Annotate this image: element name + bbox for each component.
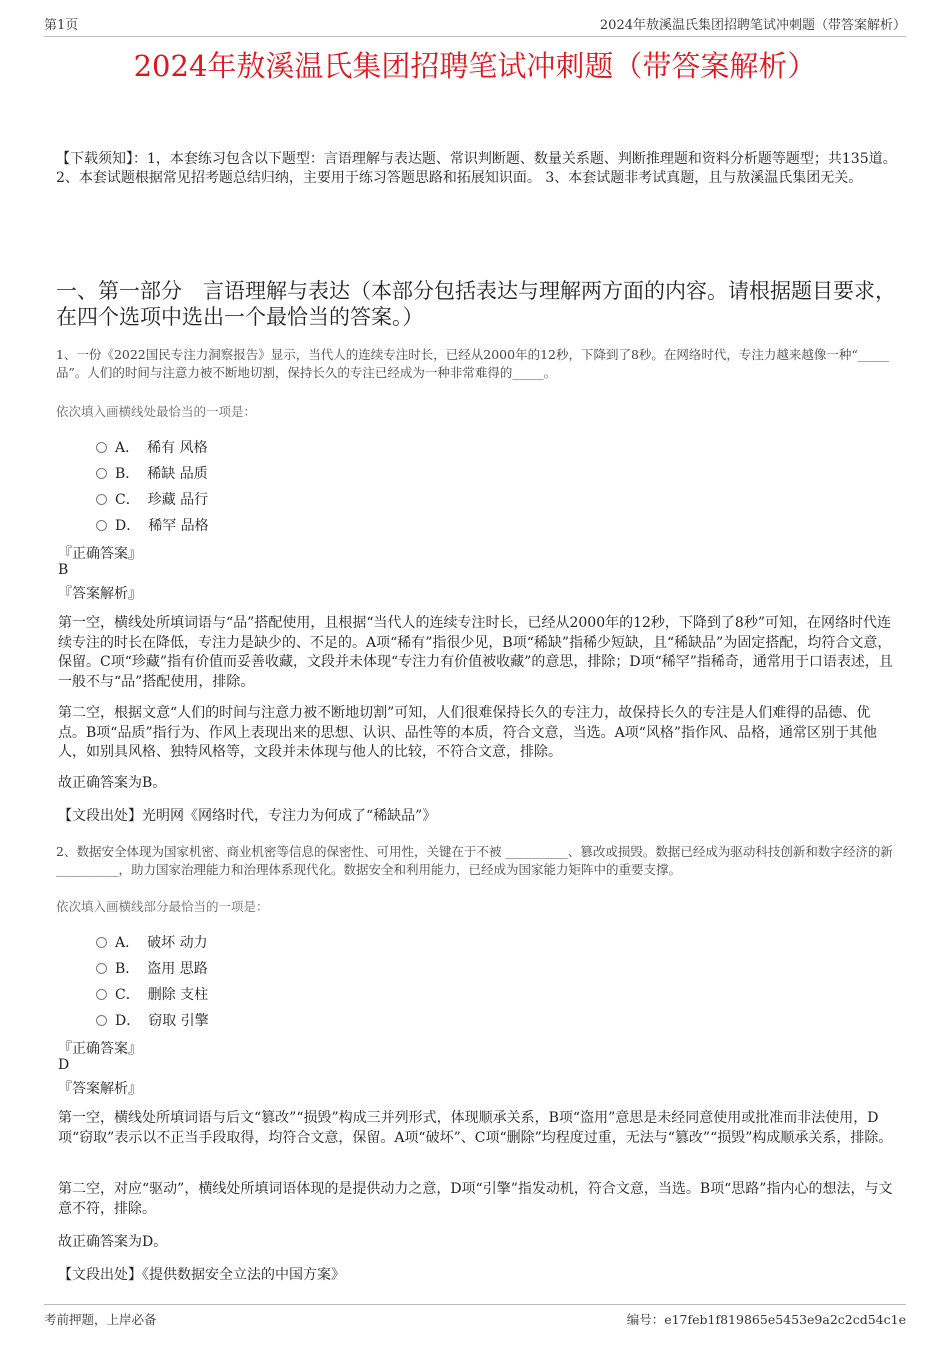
question-2-analysis-2: 第二空，对应“驱动”，横线处所填词语体现的是提供动力之意，D项“引擎”指发动机，符合文意，当选。B项“思路”指内心的想法，与文意不符，排除。 (58, 1181, 893, 1217)
question-2-stem: 2、数据安全体现为国家机密、商业机密等信息的保密性、可用性，关键在于不被 __________、篡改或损毁。数据已经成为驱动科技创新和数字经济的新 __________，助力国家治理能力和治理体系现代化。数据安全和利用能力，已经成为国家能力矩阵中的重要支撑。 (56, 844, 893, 877)
page-footer (44, 1304, 906, 1327)
radio-icon[interactable] (96, 468, 107, 479)
footer-serial: 编号：e17feb1f819865e5453e9a2c2cd54c1e (626, 1312, 906, 1327)
question-2-option-a[interactable]: A． 破坏 动力 (96, 932, 208, 952)
question-2-analysis-1: 第一空，横线处所填词语与后文“篡改”“损毁”构成三并列形式，体现顺承关系，B项“盗用”意思是未经同意使用或批准而非法使用，D项“窃取”表示以不正当手段取得，均符合文意，保留。A项“破坏”、C项“删除”均程度过重，无法与“篡改”“损毁”构成顺承关系，排除。 (58, 1110, 893, 1146)
radio-icon[interactable] (96, 442, 107, 453)
question-1-analysis-2: 第二空，根据文意“人们的时间与注意力被不断地切割”可知，人们很难保持长久的专注力，故保持长久的专注是人们难得的品德、优点。B项“品质”指行为、作风上表现出来的思想、认识、品性等的本质，符合文意，当选。A项“风格”指作风、品格，通常区别于其他人，如别具风格、独特风格等，文段并未体现与他人的比较，不符合文意，排除。 (58, 705, 878, 760)
download-notice: 【下载须知】：1，本套练习包含以下题型：言语理解与表达题、常识判断题、数量关系题、判断推理题和资料分析题等题型；共135道。 2、本套试题根据常见招考题总结归纳，主要用于练习答题思路和拓展知识面。 3、本套试题非考试真题，且与敖溪温氏集团无关。 (56, 151, 897, 186)
question-2-analysis-label: 『答案解析』 (58, 1081, 142, 1097)
question-2-option-b[interactable]: B． 盗用 思路 (96, 958, 208, 978)
question-2-answer: D (58, 1057, 70, 1073)
question-1-source: 【文段出处】光明网《网络时代，专注力为何成了“稀缺品”》 (58, 808, 437, 824)
radio-icon[interactable] (96, 989, 107, 1000)
question-1-conclusion: 故正确答案为B。 (58, 775, 167, 791)
question-2-option-c[interactable]: C． 删除 支柱 (96, 984, 208, 1004)
page-title: 2024年敖溪温氏集团招聘笔试冲刺题（带答案解析） (133, 49, 817, 83)
page-number: 第1页 (44, 18, 79, 33)
question-1-hint: 依次填入画横线处最恰当的一项是： (56, 404, 257, 419)
radio-icon[interactable] (96, 963, 107, 974)
footer-slogan: 考前押题，上岸必备 (44, 1312, 157, 1327)
question-1-analysis-1: 第一空，横线处所填词语与“品”搭配使用，且根据“当代人的连续专注时长，已经从2000年的12秒，下降到了8秒”可知，在网络时代连续专注的时长在降低，专注力是缺少的、不足的。A项“稀有”指很少见，B项“稀缺”指稀少短缺，且“稀缺品”为固定搭配，均符合文意，保留。C项“珍藏”指有价值而妥善收藏，文段并未体现“专注力有价值被收藏”的意思，排除；D项“稀罕”指稀奇，通常用于口语表述，且一般不与“品”搭配使用，排除。 (58, 615, 893, 690)
question-1-option-d[interactable]: D． 稀罕 品格 (96, 515, 209, 535)
radio-icon[interactable] (96, 1015, 107, 1026)
radio-icon[interactable] (96, 520, 107, 531)
question-2-source: 【文段出处】《提供数据安全立法的中国方案》 (58, 1267, 345, 1283)
question-1-option-b[interactable]: B． 稀缺 品质 (96, 463, 208, 483)
radio-icon[interactable] (96, 494, 107, 505)
question-1-answer: B (58, 562, 69, 578)
question-2-hint: 依次填入画横线部分最恰当的一项是： (56, 899, 269, 914)
header-doc-title: 2024年敖溪温氏集团招聘笔试冲刺题（带答案解析） (599, 18, 906, 33)
question-2-answer-label: 『正确答案』 (58, 1041, 142, 1057)
question-1-stem: 1、一份《2022国民专注力洞察报告》显示，当代人的连续专注时长，已经从2000年的12秒，下降到了8秒。在网络时代，专注力越来越像一种“_____品”。人们的时间与注意力被不断地切割，保持长久的专注已经成为一种非常难得的_____。 (56, 347, 890, 380)
question-1-analysis-label: 『答案解析』 (58, 586, 142, 602)
question-2-conclusion: 故正确答案为D。 (58, 1234, 168, 1250)
question-2-option-d[interactable]: D． 窃取 引擎 (96, 1010, 209, 1030)
question-1-option-a[interactable]: A． 稀有 风格 (96, 437, 208, 457)
question-1-option-c[interactable]: C． 珍藏 品行 (96, 489, 208, 509)
radio-icon[interactable] (96, 937, 107, 948)
section-heading: 一、第一部分 言语理解与表达（本部分包括表达与理解两方面的内容。请根据题目要求，在四个选项中选出一个最恰当的答案。） (56, 279, 896, 329)
page-header (44, 14, 906, 37)
question-1-answer-label: 『正确答案』 (58, 546, 142, 562)
